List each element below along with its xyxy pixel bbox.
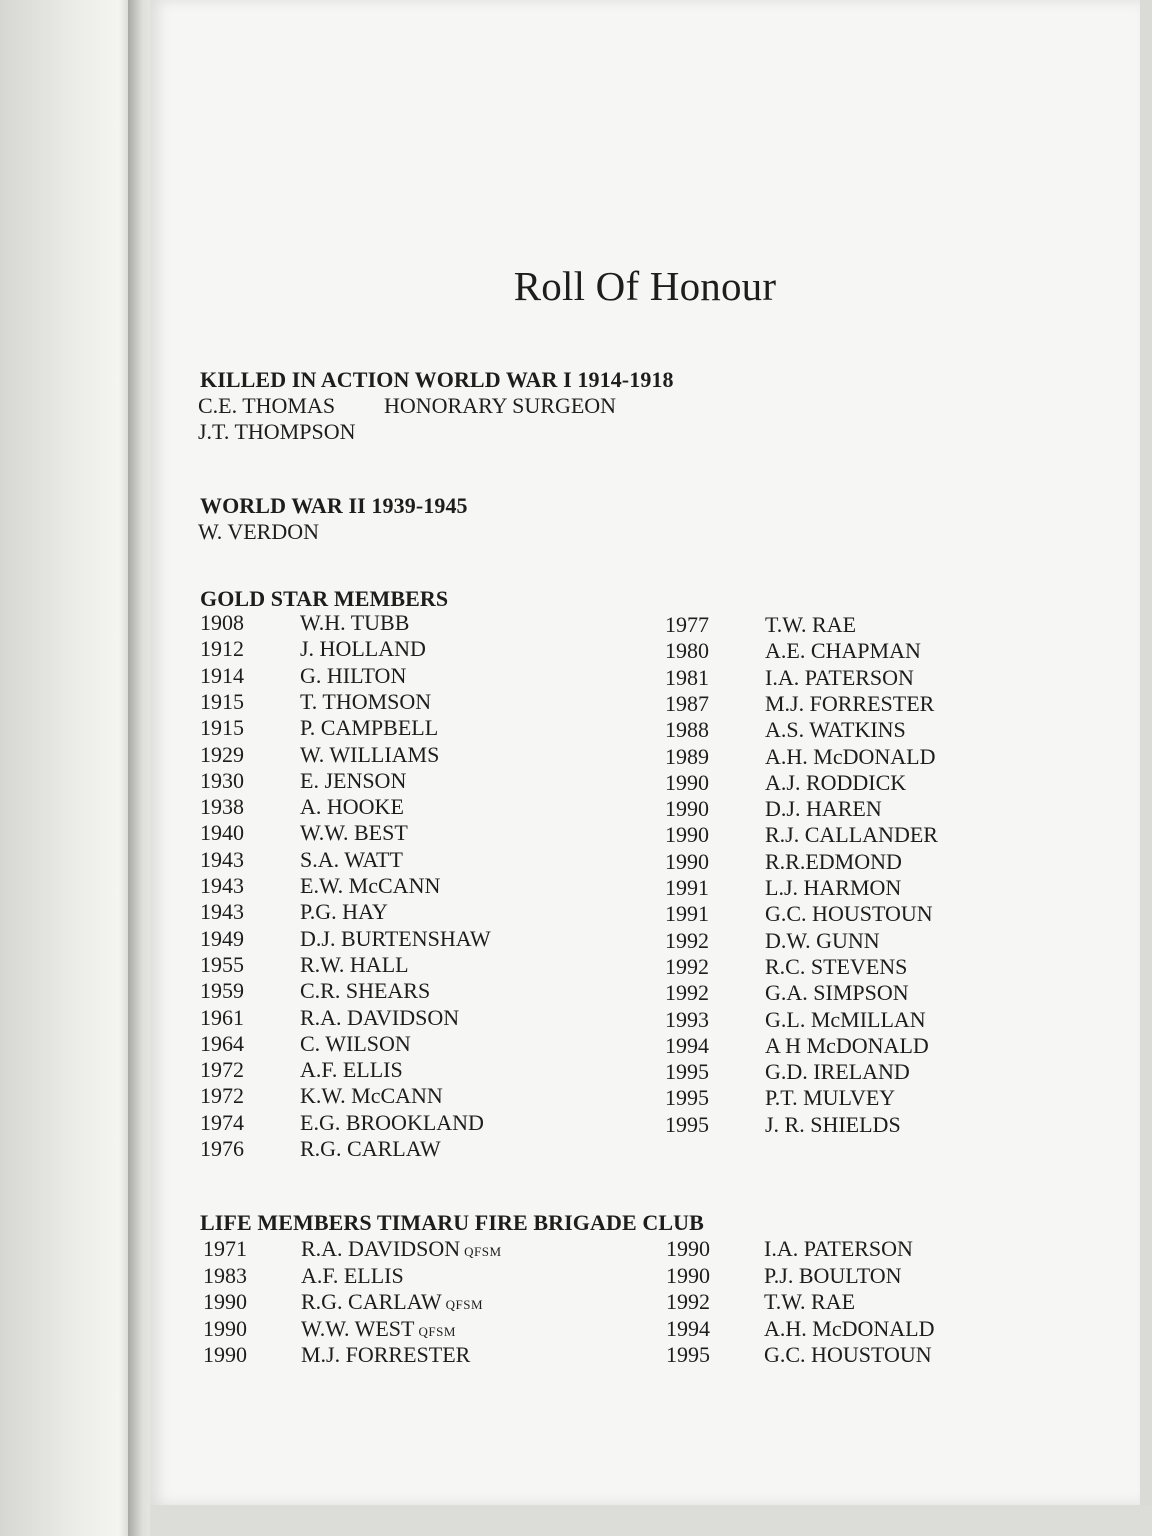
- year: 1943: [200, 846, 244, 872]
- member-name: [765, 954, 907, 980]
- year: 1976: [200, 1136, 244, 1161]
- member-name: [765, 875, 901, 901]
- year: 1993: [665, 1006, 709, 1032]
- member-name: [300, 978, 430, 1004]
- year: 1943: [200, 873, 244, 898]
- year: 1943: [200, 899, 244, 925]
- year: 1995: [665, 1085, 709, 1111]
- member-name-text: A.E. CHAPMAN: [765, 638, 921, 664]
- page-title: Roll Of Honour: [513, 263, 777, 309]
- member-name-text: A.S. WATKINS: [765, 717, 906, 743]
- member-name: [300, 715, 438, 741]
- member-name-text: R.W. HALL: [300, 951, 409, 977]
- member-name-text: G.L. McMILLAN: [765, 1006, 926, 1032]
- year: 1981: [665, 664, 709, 690]
- year: 1961: [200, 1004, 244, 1030]
- section-heading-life-members: LIFE MEMBERS TIMARU FIRE BRIGADE CLUB: [200, 1210, 704, 1235]
- member-name: [300, 820, 408, 846]
- ww2-name-1: W. VERDON: [198, 519, 320, 544]
- member-name-text: A.J. RODDICK: [765, 769, 907, 795]
- member-name: [765, 665, 914, 691]
- member-name-text: E.W. McCANN: [300, 873, 441, 898]
- member-name: [764, 1236, 913, 1262]
- year: 1987: [665, 690, 709, 716]
- member-name-text: T.W. RAE: [765, 612, 857, 637]
- member-name-text: D.J. HAREN: [765, 796, 882, 822]
- year: 1991: [665, 875, 709, 900]
- member-name: [765, 1085, 895, 1111]
- year: 1988: [665, 717, 709, 743]
- year: 1940: [200, 820, 244, 846]
- member-name-text: D.W. GUNN: [765, 927, 880, 953]
- member-name: [765, 901, 933, 927]
- honour-suffix: QFSM: [464, 1244, 502, 1259]
- member-name-text: J. R. SHIELDS: [765, 1111, 901, 1137]
- honour-suffix: QFSM: [445, 1297, 484, 1312]
- member-name-text: C. WILSON: [300, 1030, 411, 1056]
- member-name: [300, 689, 431, 715]
- member-name-text: P.G. HAY: [300, 899, 388, 925]
- member-name-text: I.A. PATERSON: [764, 1236, 913, 1261]
- member-name-text: R.G. CARLAW: [301, 1289, 442, 1314]
- member-name: [765, 980, 909, 1006]
- member-name: [301, 1342, 470, 1368]
- member-name: [301, 1289, 483, 1315]
- year: 1980: [665, 638, 709, 664]
- member-name-text: S.A. WATT: [300, 846, 403, 872]
- member-name-text: J. HOLLAND: [300, 636, 426, 662]
- member-name: [765, 744, 935, 770]
- member-name-text: E. JENSON: [300, 767, 407, 793]
- member-name-text: G. HILTON: [300, 662, 407, 688]
- member-name: [300, 873, 440, 899]
- member-name: [765, 796, 882, 822]
- ww1-name-1: C.E. THOMAS: [198, 393, 336, 418]
- year: 1912: [200, 636, 244, 662]
- year: 1995: [665, 1059, 709, 1085]
- year: 1994: [665, 1032, 709, 1058]
- year: 1990: [666, 1262, 710, 1288]
- year: 1990: [203, 1342, 247, 1367]
- member-name-text: R.R.EDMOND: [765, 848, 902, 874]
- member-name: [300, 952, 409, 978]
- member-name: [765, 849, 902, 875]
- previous-page-edge: [0, 0, 140, 1536]
- year: 1964: [200, 1030, 244, 1056]
- member-name-text: P.T. MULVEY: [765, 1085, 896, 1111]
- book-page: [150, 0, 1140, 1505]
- member-name: [300, 794, 404, 820]
- member-name: [765, 1112, 901, 1138]
- section-heading-gold-star: GOLD STAR MEMBERS: [200, 586, 449, 611]
- member-name: [765, 612, 856, 638]
- member-name-text: A. HOOKE: [300, 794, 404, 820]
- member-name-text: P. CAMPBELL: [300, 715, 439, 741]
- member-name-text: R.A. DAVIDSON: [301, 1236, 461, 1261]
- year: 1990: [666, 1236, 710, 1261]
- member-name-text: W.W. BEST: [300, 820, 408, 846]
- member-name-text: A.H. McDONALD: [764, 1315, 935, 1341]
- member-name: [765, 717, 906, 743]
- member-name-text: R.J. CALLANDER: [765, 822, 938, 848]
- year: 1972: [200, 1083, 244, 1109]
- member-name-text: T.W. RAE: [764, 1289, 856, 1314]
- member-name-text: R.G. CARLAW: [300, 1136, 441, 1161]
- year: 1994: [666, 1315, 710, 1341]
- year: 1974: [200, 1109, 244, 1135]
- member-name-text: A H McDONALD: [765, 1032, 929, 1058]
- member-name: [300, 847, 403, 873]
- year: 1992: [665, 980, 709, 1006]
- year: 1959: [200, 978, 244, 1004]
- member-name: [301, 1263, 404, 1289]
- member-name-text: W. WILLIAMS: [300, 741, 440, 767]
- member-name-text: I.A. PATERSON: [765, 664, 914, 690]
- year: 1908: [200, 610, 244, 635]
- year: 1989: [665, 743, 709, 769]
- ww1-name-2: J.T. THOMPSON: [198, 419, 356, 444]
- member-name: [764, 1316, 934, 1342]
- member-name-text: A.F. ELLIS: [300, 1057, 403, 1083]
- year: 1992: [666, 1289, 710, 1314]
- member-name: [765, 822, 938, 848]
- member-name-text: R.C. STEVENS: [765, 953, 908, 979]
- year: 1972: [200, 1057, 244, 1083]
- year: 1915: [200, 688, 244, 714]
- year: 1929: [200, 741, 244, 767]
- member-name-text: W.H. TUBB: [300, 610, 410, 635]
- member-name-text: R.A. DAVIDSON: [300, 1004, 460, 1030]
- year: 1990: [203, 1289, 247, 1314]
- year: 1914: [200, 662, 244, 688]
- year: 1995: [666, 1342, 710, 1367]
- member-name: [765, 638, 921, 664]
- member-name-text: L.J. HARMON: [765, 875, 902, 900]
- year: 1983: [203, 1262, 247, 1288]
- member-name: [301, 1316, 456, 1342]
- year: 1930: [200, 767, 244, 793]
- member-name: [300, 899, 388, 925]
- honour-suffix: QFSM: [418, 1323, 456, 1339]
- year: 1990: [665, 848, 709, 874]
- member-name-text: G.C. HOUSTOUN: [765, 901, 933, 927]
- member-name-text: E.G. BROOKLAND: [300, 1109, 484, 1135]
- member-name: [300, 1057, 403, 1083]
- member-name: [765, 1059, 910, 1085]
- member-name-text: M.J. FORRESTER: [765, 690, 935, 716]
- member-name: [301, 1236, 502, 1262]
- member-name: [765, 770, 906, 796]
- member-name-text: W.W. WEST: [301, 1315, 415, 1341]
- member-name: [764, 1289, 855, 1315]
- member-name: [300, 663, 406, 689]
- member-name: [765, 928, 880, 954]
- member-name: [300, 1031, 411, 1057]
- member-name: [765, 691, 934, 717]
- member-name: [300, 636, 426, 662]
- ww1-note-1: HONORARY SURGEON: [384, 393, 617, 418]
- member-name: [300, 1110, 484, 1136]
- member-name: [300, 1083, 443, 1109]
- member-name-text: P.J. BOULTON: [764, 1262, 902, 1288]
- member-name: [764, 1263, 902, 1289]
- section-heading-ww1: KILLED IN ACTION WORLD WAR I 1914-1918: [200, 367, 674, 392]
- year: 1915: [200, 715, 244, 741]
- member-name-text: M.J. FORRESTER: [301, 1342, 471, 1367]
- member-name: [300, 926, 491, 952]
- year: 1990: [665, 822, 709, 848]
- member-name: [765, 1007, 926, 1033]
- page-right-edge: [1140, 0, 1152, 1505]
- year: 1990: [665, 796, 709, 822]
- member-name: [300, 1005, 459, 1031]
- year: 1991: [665, 901, 709, 927]
- member-name-text: A.F. ELLIS: [301, 1262, 404, 1288]
- member-name-text: C.R. SHEARS: [300, 978, 431, 1004]
- member-name-text: T. THOMSON: [300, 688, 432, 714]
- member-name-text: G.C. HOUSTOUN: [764, 1342, 932, 1367]
- member-name-text: G.D. IRELAND: [765, 1059, 910, 1085]
- year: 1938: [200, 794, 244, 820]
- year: 1995: [665, 1111, 709, 1137]
- member-name-text: A.H. McDONALD: [765, 743, 936, 769]
- member-name: [765, 1033, 929, 1059]
- page-bottom-edge: [150, 1505, 1152, 1536]
- year: 1990: [665, 769, 709, 795]
- year: 1977: [665, 612, 709, 637]
- year: 1955: [200, 951, 244, 977]
- member-name-text: K.W. McCANN: [300, 1083, 443, 1109]
- year: 1990: [203, 1315, 247, 1341]
- member-name-text: D.J. BURTENSHAW: [300, 925, 491, 951]
- year: 1971: [203, 1236, 247, 1261]
- year: 1992: [665, 953, 709, 979]
- member-name: [300, 742, 439, 768]
- member-name: [764, 1342, 932, 1368]
- member-name-text: G.A. SIMPSON: [765, 980, 909, 1006]
- year: 1949: [200, 925, 244, 951]
- section-heading-ww2: WORLD WAR II 1939-1945: [200, 493, 468, 518]
- member-name: [300, 1136, 441, 1162]
- member-name: [300, 610, 409, 636]
- year: 1992: [665, 927, 709, 953]
- member-name: [300, 768, 406, 794]
